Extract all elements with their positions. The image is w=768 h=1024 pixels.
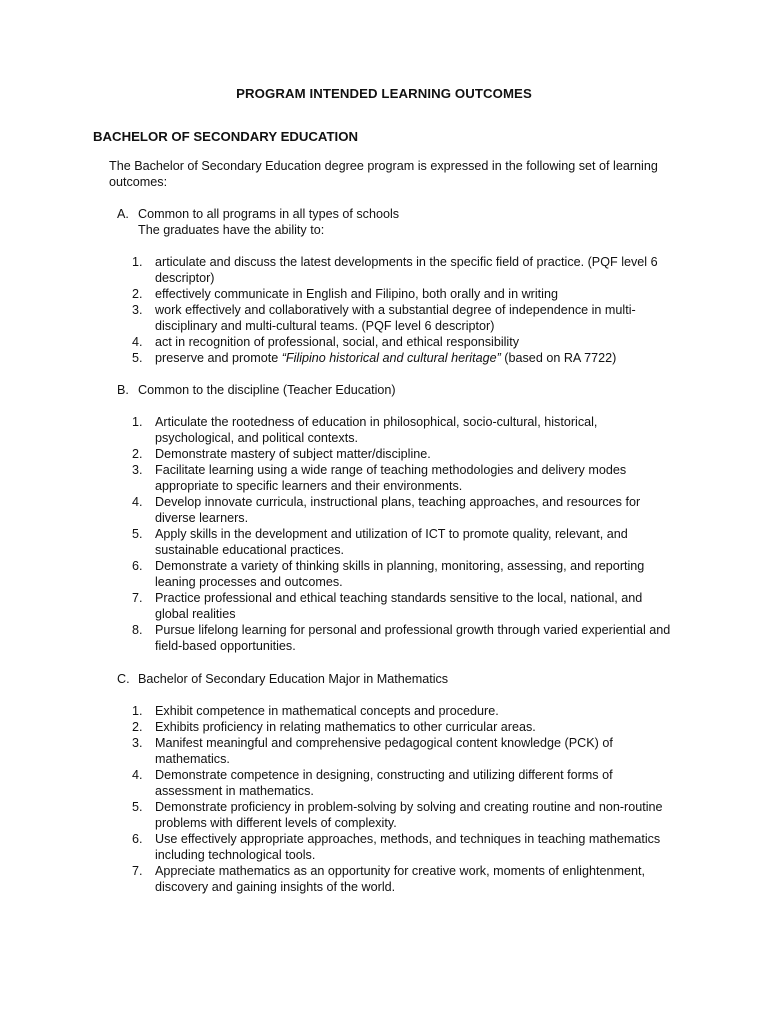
item-text: Apply skills in the development and utilization of ICT to promote quality, relevant, and sustainable educational practices. <box>155 527 628 557</box>
list-item <box>132 622 677 654</box>
section-subheading: The graduates have the ability to: <box>138 223 325 237</box>
item-text: Manifest meaningful and comprehensive pedagogical content knowledge (PCK) of mathematics. <box>155 736 613 766</box>
item-text: Develop innovate curricula, instructional plans, teaching approaches, and resources for diverse learners. <box>155 495 641 525</box>
list-item <box>132 302 677 334</box>
section-letter: C. <box>117 672 130 686</box>
item-number: 4. <box>132 768 143 782</box>
item-number: 1. <box>132 415 143 429</box>
list-item <box>132 286 677 302</box>
list-item <box>132 703 677 719</box>
section-b-list <box>132 414 677 654</box>
item-text: Articulate the rootedness of education in philosophical, socio-cultural, historical, psychological, and political contexts. <box>155 415 598 445</box>
item-text: work effectively and collaboratively with a substantial degree of independence in multi-disciplinary and multi-cultural teams. (PQF level 6 descriptor) <box>155 303 636 333</box>
section-c-heading <box>117 671 677 687</box>
item-number: 2. <box>132 720 143 734</box>
item-number: 3. <box>132 463 143 477</box>
item-number: 1. <box>132 704 143 718</box>
item-text: Practice professional and ethical teaching standards sensitive to the local, national, and global realities <box>155 591 643 621</box>
item-number: 1. <box>132 255 143 269</box>
item-number: 6. <box>132 559 143 573</box>
item-number: 3. <box>132 736 143 750</box>
item-number: 2. <box>132 287 143 301</box>
item-text: Demonstrate proficiency in problem-solving by solving and creating routine and non-routine problems with different levels of complexity. <box>155 800 663 830</box>
intro-paragraph: The Bachelor of Secondary Education degree program is expressed in the following set of learning outcomes: <box>109 159 658 189</box>
item-text: Facilitate learning using a wide range of teaching methodologies and delivery modes appropriate to specific learners and their environments. <box>155 463 627 493</box>
item-text: Exhibit competence in mathematical concepts and procedure. <box>155 704 499 718</box>
list-item <box>132 767 677 799</box>
list-item <box>132 446 677 462</box>
section-a-list <box>132 254 677 366</box>
item-number: 3. <box>132 303 143 317</box>
section-letter: A. <box>117 207 129 221</box>
item-number: 7. <box>132 864 143 878</box>
section-title: Common to all programs in all types of schools <box>138 207 400 221</box>
list-item <box>132 590 677 622</box>
item-text: Use effectively appropriate approaches, methods, and techniques in teaching mathematics including technological tools. <box>155 832 661 862</box>
section-c-list <box>132 703 677 895</box>
item-number: 5. <box>132 351 143 365</box>
section-b-heading <box>117 382 677 398</box>
item-text-before: preserve and promote <box>155 351 282 365</box>
list-item <box>132 254 677 286</box>
section-a-heading <box>117 206 677 238</box>
list-item <box>132 719 677 735</box>
section-title: Bachelor of Secondary Education Major in Mathematics <box>138 672 449 686</box>
item-text: Demonstrate a variety of thinking skills in planning, monitoring, assessing, and reporting leaning processes and outcomes. <box>155 559 645 589</box>
item-text: Pursue lifelong learning for personal and professional growth through varied experiential and field-based opportunities. <box>155 623 671 653</box>
item-text: Appreciate mathematics as an opportunity for creative work, moments of enlightenment, discovery and gaining insights of the world. <box>155 864 645 894</box>
item-number: 2. <box>132 447 143 461</box>
item-number: 4. <box>132 495 143 509</box>
item-text: Exhibits proficiency in relating mathematics to other curricular areas. <box>155 720 536 734</box>
item-number: 5. <box>132 527 143 541</box>
list-item <box>132 494 677 526</box>
list-item <box>132 414 677 446</box>
item-text-emphasis: “Filipino historical and cultural heritage” <box>281 351 501 365</box>
list-item <box>132 831 677 863</box>
list-item <box>132 863 677 895</box>
item-text: act in recognition of professional, social, and ethical responsibility <box>155 335 520 349</box>
item-number: 6. <box>132 832 143 846</box>
item-text: Demonstrate mastery of subject matter/discipline. <box>155 447 431 461</box>
list-item <box>132 526 677 558</box>
page-title: PROGRAM INTENDED LEARNING OUTCOMES <box>236 86 532 101</box>
list-item <box>132 558 677 590</box>
program-subtitle: BACHELOR OF SECONDARY EDUCATION <box>93 129 358 144</box>
item-number: 8. <box>132 623 143 637</box>
list-item <box>132 350 677 366</box>
item-number: 7. <box>132 591 143 605</box>
item-text-after: (based on RA 7722) <box>500 351 617 365</box>
list-item <box>132 735 677 767</box>
list-item <box>132 799 677 831</box>
item-text: Demonstrate competence in designing, constructing and utilizing different forms of assessment in mathematics. <box>155 768 613 798</box>
item-text: effectively communicate in English and Filipino, both orally and in writing <box>155 287 558 301</box>
item-number: 5. <box>132 800 143 814</box>
item-text: articulate and discuss the latest developments in the specific field of practice. (PQF level 6 descriptor) <box>155 255 658 285</box>
item-number: 4. <box>132 335 143 349</box>
section-letter: B. <box>117 383 129 397</box>
list-item <box>132 334 677 350</box>
section-title: Common to the discipline (Teacher Education) <box>138 383 396 397</box>
list-item <box>132 462 677 494</box>
